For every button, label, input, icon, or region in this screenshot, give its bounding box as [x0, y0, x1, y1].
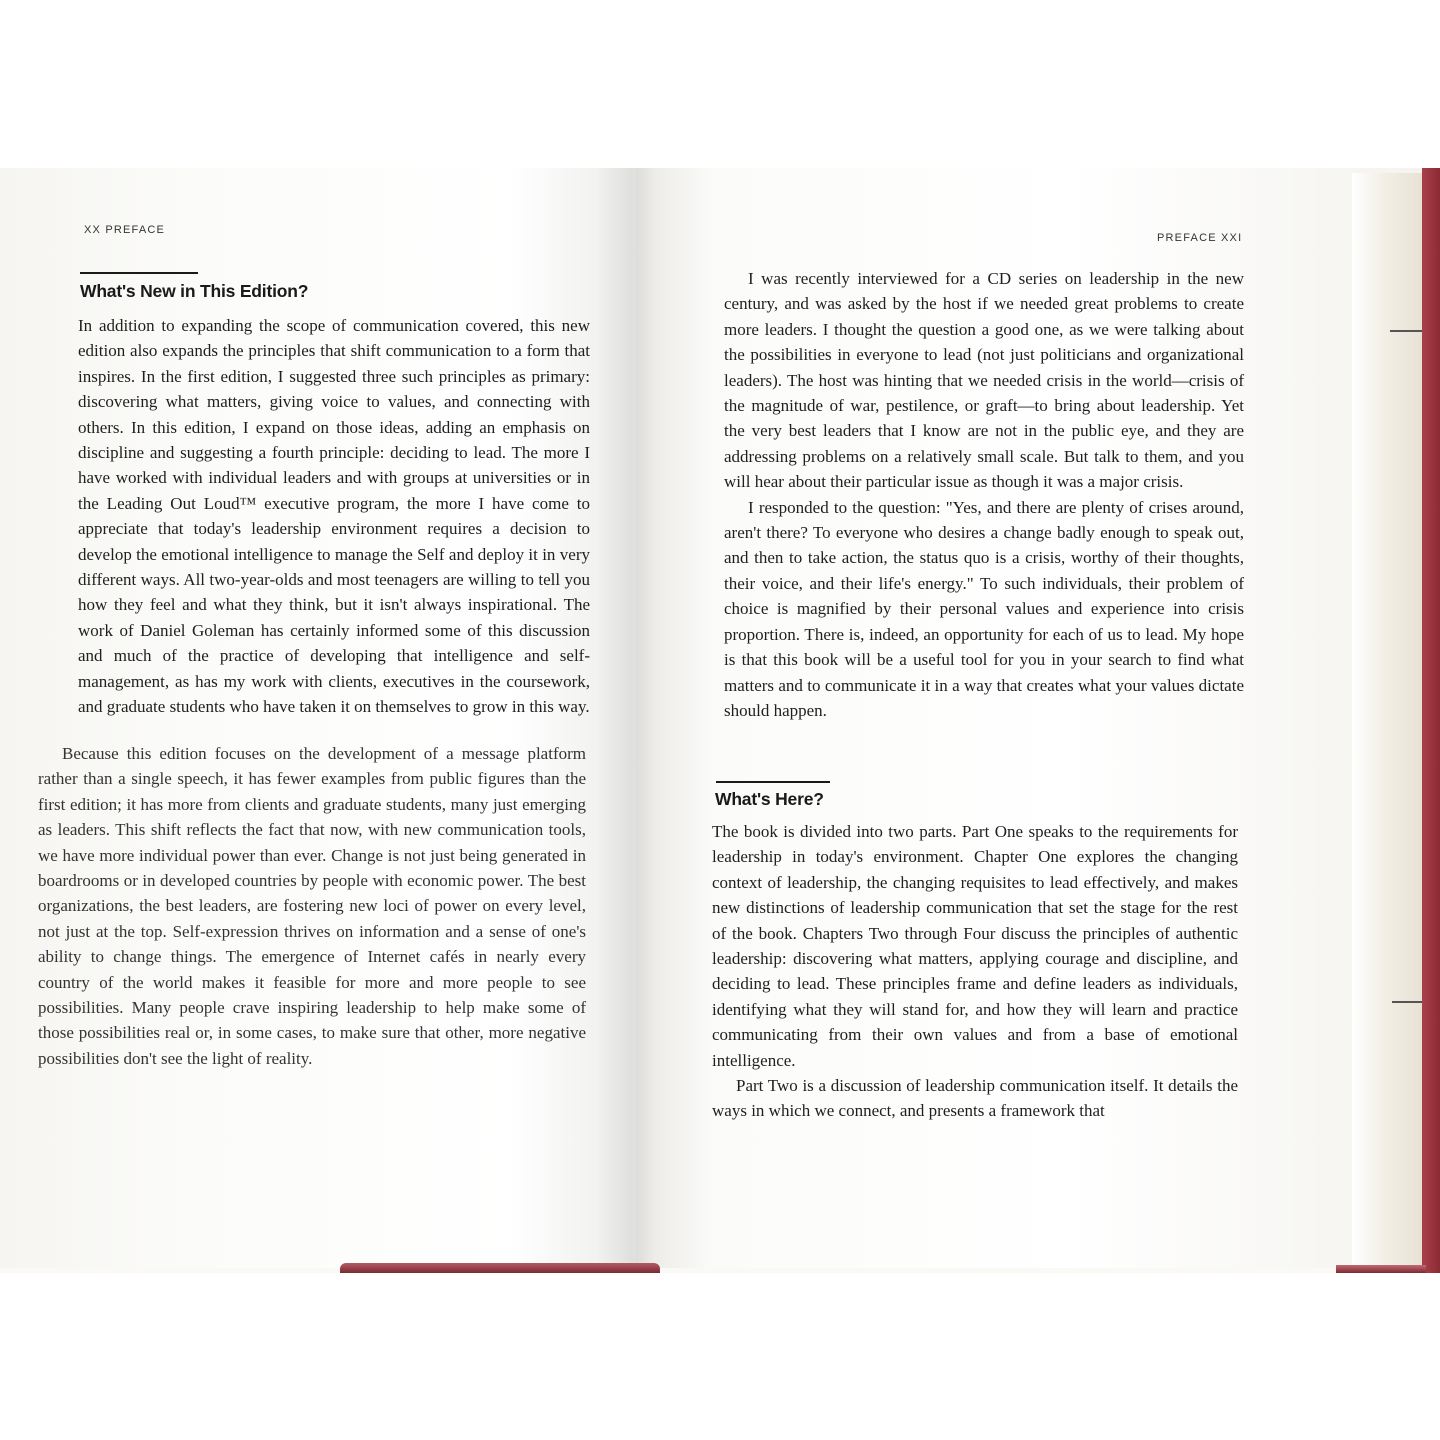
paragraph: The book is divided into two parts. Part One speaks to the requirements for leadership in today's environment. Chapter One explores the changing context of leadership, the changing requisites to lead effectively, and makes new distinctions of leadership communication that set the stage for the rest of the book. Chapters Two through Four discuss the principles of authentic leadership: discovering what matters, applying courage and discipline, and deciding to lead. These principles frame and define leaders as individuals, identifying what they will stand for, and how they will learn and practice communicating from their own values and from a base of emotional intelligence.: [712, 822, 1238, 1070]
section-heading-whats-here: What's Here?: [715, 789, 824, 809]
left-running-head: XX PREFACE: [84, 224, 166, 236]
right-text-block-2: [712, 819, 1238, 1124]
paragraph: In addition to expanding the scope of communication covered, this new edition also expands the principles that shift communication to a form that inspires. In the first edition, I suggested three such principles as primary: discovering what matters, giving voice to values, and connecting with others. In this edition, I expand on those ideas, adding an emphasis on discipline and suggesting a fourth principle: deciding to lead. The more I have worked with individual leaders and with groups at universities or in the Leading Out Loud™ executive program, the more I have come to appreciate that today's leadership environment requires a decision to develop the emotional intelligence to manage the Self and deploy it in very different ways. All two-year-olds and most teenagers are willing to tell you how they feel and what they think, but it isn't always inspirational. The work of Daniel Goleman has certainly informed some of this discussion and much of the practice of developing that intelligence and self-management, as has my work with clients, executives in the coursework, and graduate students who have taken it on themselves to grow in this way.: [78, 316, 590, 717]
section-rule: [80, 272, 198, 274]
book-cover-edge: [1422, 168, 1440, 1273]
left-text-block: [78, 313, 590, 720]
paragraph: I was recently interviewed for a CD series on leadership in the new century, and was asked by the host if we needed great problems to create more leaders. I thought the question a good one, as we were talking about the possibilities in everyone to lead (not just politicians and organizational leaders). The host was hinting that we needed crisis in the world—crisis of the magnitude of war, pestilence, or graft—to bring about leadership. Yet the very best leaders that I know are not in the public eye, and they are addressing problems on a relatively small scale. But talk to them, and you will hear about their particular issue as though it was a major crisis.: [724, 269, 1244, 492]
page-edge-mark: [1390, 330, 1422, 332]
right-text-block: [724, 266, 1244, 723]
book-cover-corner: [1336, 1265, 1426, 1273]
paragraph: Because this edition focuses on the development of a message platform rather than a single speech, it has fewer examples from public figures than the first edition; it has more from clients and graduate students, many just emerging as leaders. This shift reflects the fact that now, with new communication tools, we have more individual power than ever. Change is not just being generated in boardrooms or in developed countries by people with economic power. The best organizations, the best leaders, are fostering new loci of power on every level, not just at the top. Self-expression thrives on information and a sense of one's ability to change things. The emergence of Internet cafés in nearly every country of the world makes it feasible for more and more people to see possibilities. Many people crave inspiring leadership to help make some of those possibilities real or, in some cases, to make sure that other, more negative possibilities don't see the light of reality.: [38, 744, 586, 1068]
section-rule: [716, 781, 830, 783]
paragraph: Part Two is a discussion of leadership communication itself. It details the ways in which we connect, and presents a framework that: [712, 1076, 1238, 1121]
page-edges: [1352, 173, 1422, 1268]
paragraph: I responded to the question: "Yes, and there are plenty of crises around, aren't there? To everyone who desires a change badly enough to speak out, and then to take action, the status quo is a crisis, worthy of their thoughts, their voice, and their life's energy." To such individuals, their problem of choice is magnified by their personal values and experience into crisis proportion. There is, indeed, an opportunity for each of us to lead. My hope is that this book will be a useful tool for you in your search to find what matters and to communicate it in a way that creates what your values dictate should happen.: [724, 497, 1244, 720]
section-heading-whats-new: What's New in This Edition?: [80, 281, 309, 301]
book-gutter: [596, 168, 656, 1268]
book-photo: [0, 168, 1440, 1273]
book-spine-bottom: [340, 1263, 660, 1273]
right-running-head: PREFACE XXI: [1157, 232, 1243, 244]
page-edge-mark: [1392, 1001, 1422, 1003]
left-text-block-2: [38, 741, 586, 1071]
